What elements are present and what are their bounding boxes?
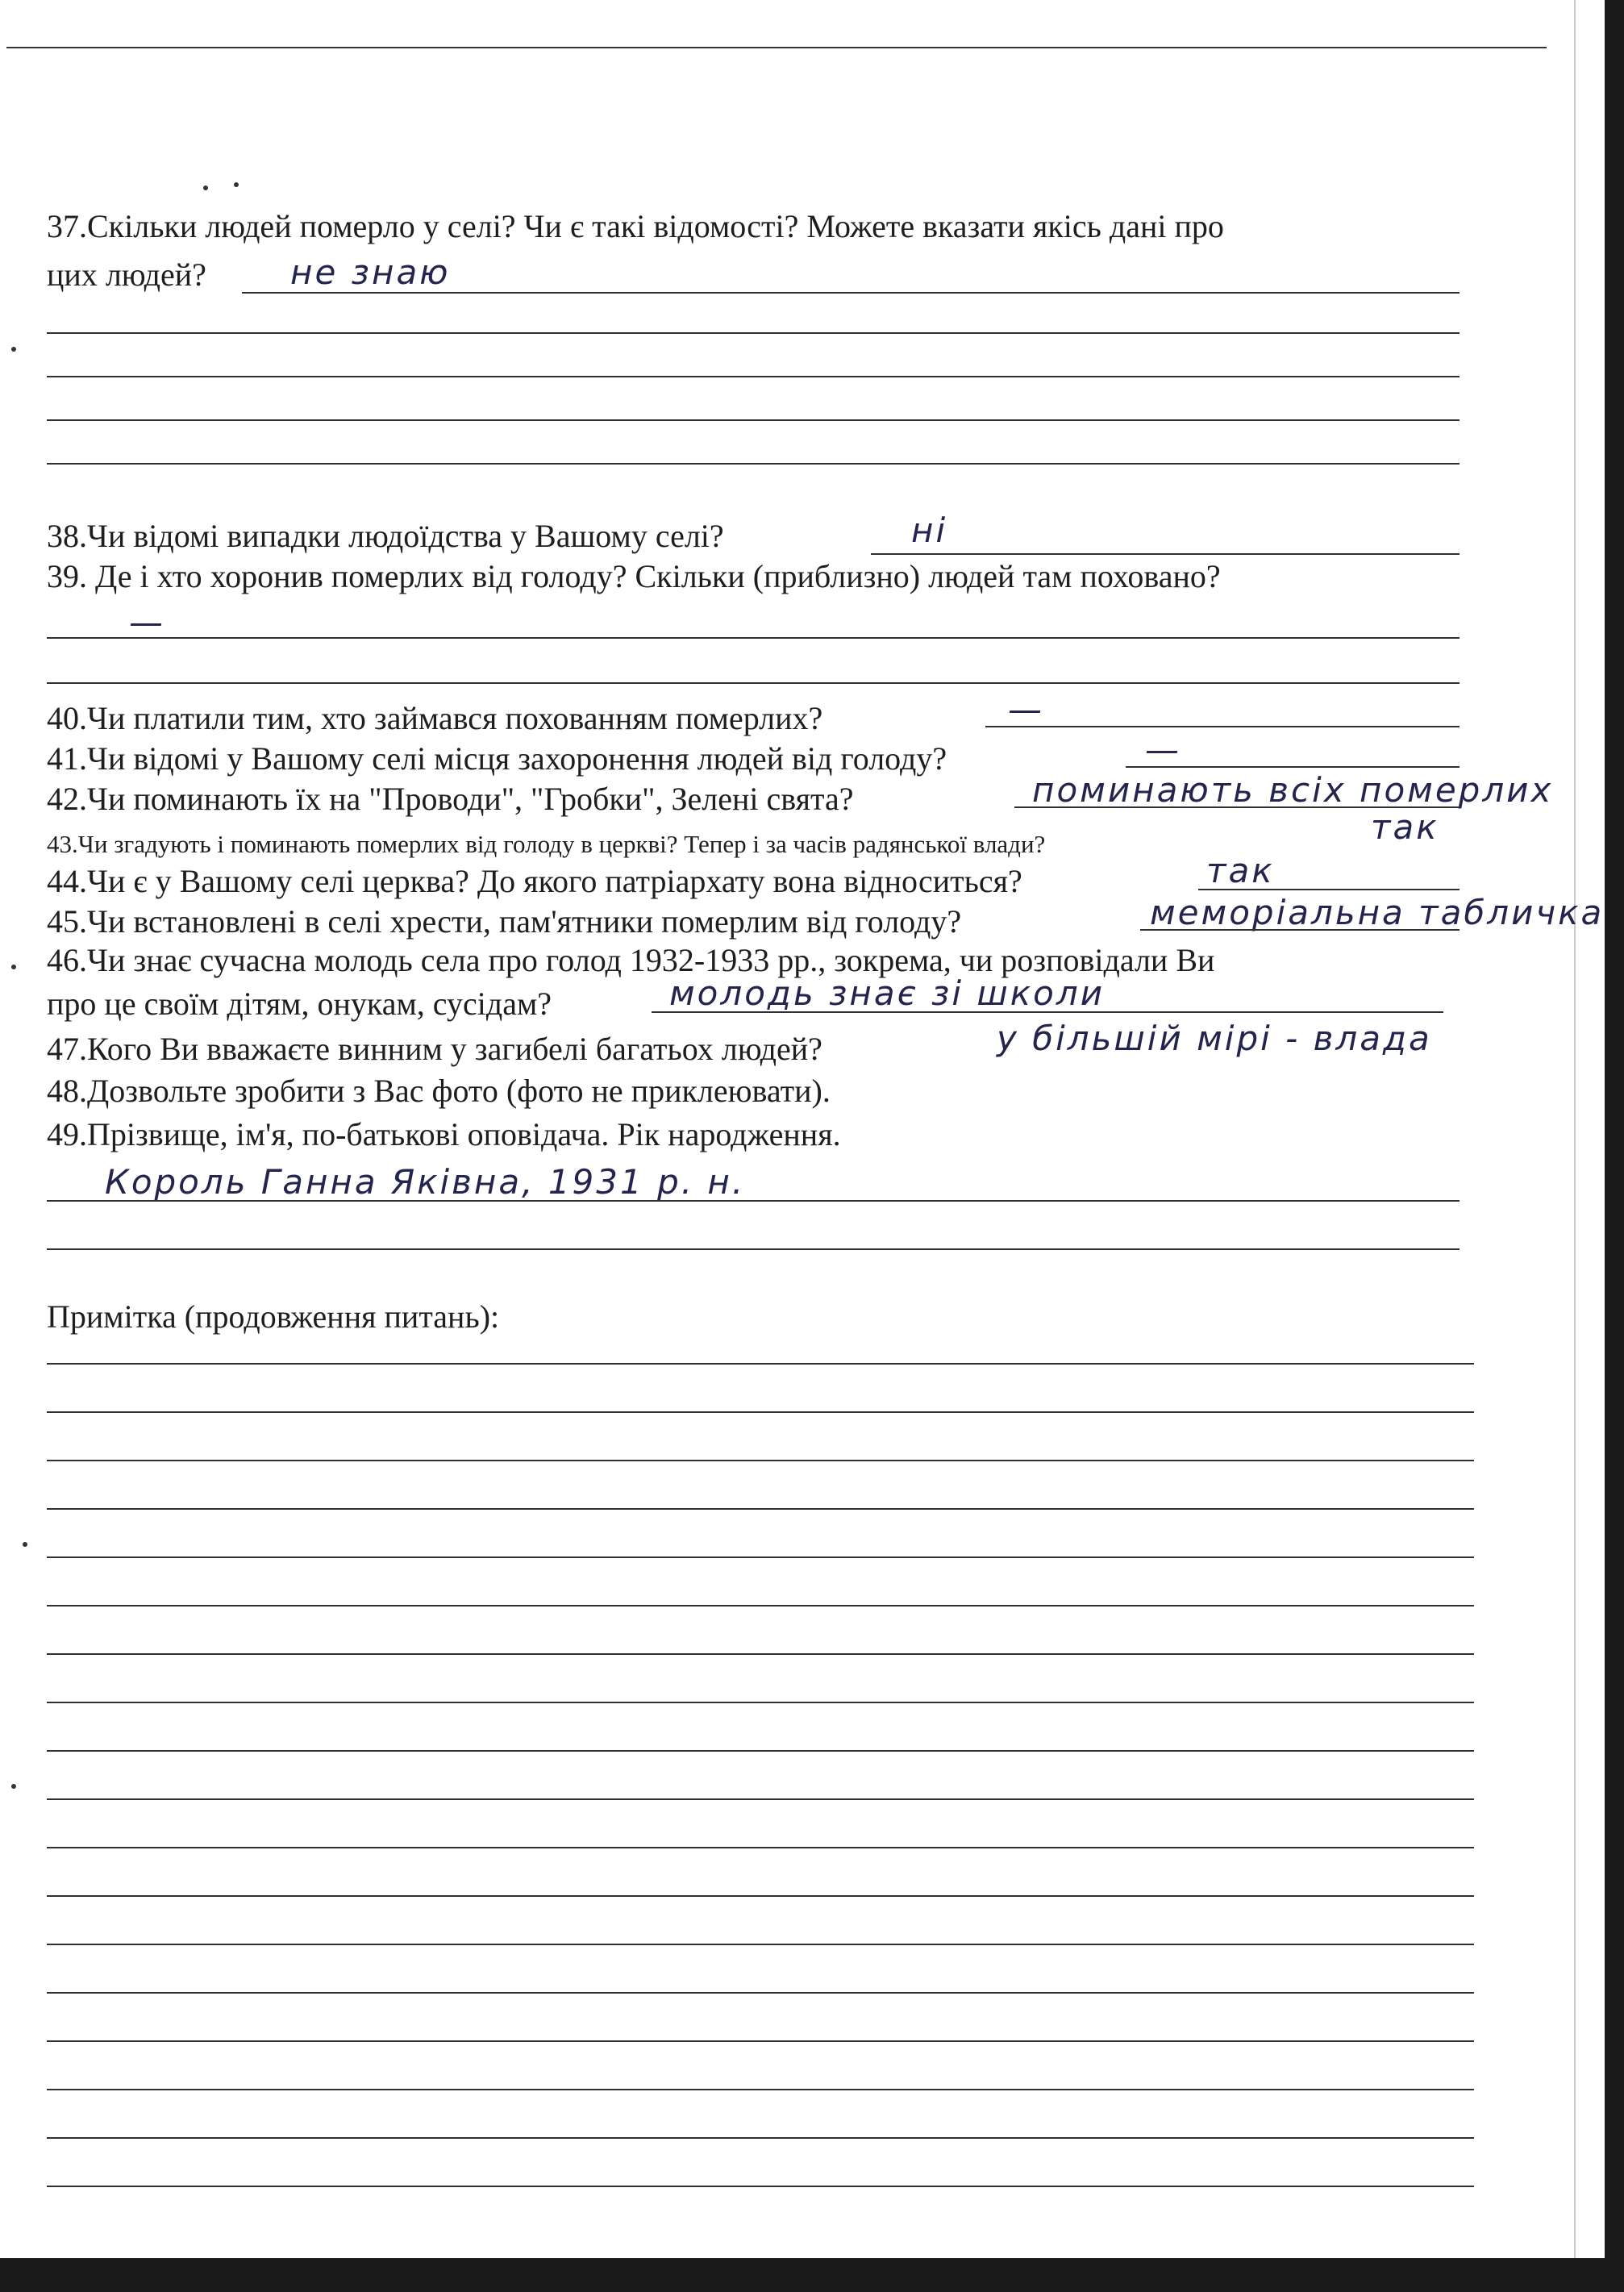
question-39: 39. Де і хто хоронив померлих від голоду? Скільки (приблизно) людей там поховано? — [47, 558, 1221, 594]
note-line — [47, 1750, 1474, 1752]
note-line — [47, 2040, 1474, 2042]
answer-line — [985, 726, 1460, 727]
speck-mark — [234, 182, 239, 187]
answer-line — [47, 1248, 1460, 1250]
answer-line — [871, 553, 1460, 555]
note-line — [47, 1411, 1474, 1413]
question-40: 40.Чи платили тим, хто займався похованням померлих? — [47, 700, 823, 736]
answer-46: молодь знає зі школи — [669, 973, 1105, 1013]
answer-40: — — [1008, 690, 1044, 729]
question-45: 45.Чи встановлені в селі хрести, пам'ятники померлим від голоду? — [47, 903, 962, 940]
answer-47: у більшій мірі - влада — [997, 1019, 1432, 1058]
answer-line — [242, 292, 1460, 294]
answer-line — [47, 332, 1460, 334]
answer-43: так — [1371, 807, 1439, 847]
answer-line — [1126, 766, 1460, 768]
answer-line — [47, 419, 1460, 421]
note-line — [47, 1508, 1474, 1510]
question-43: 43.Чи згадують і поминають померлих від голоду в церкві? Тепер і за часів радянської влади? — [47, 830, 1046, 858]
question-41: 41.Чи відомі у Вашому селі місця захоронення людей від голоду? — [47, 740, 947, 777]
note-line — [47, 1992, 1474, 1994]
answer-line — [47, 463, 1460, 465]
page-edge-line — [1574, 0, 1576, 2258]
answer-line — [47, 1200, 1460, 1202]
note-label: Примітка (продовження питань): — [47, 1298, 500, 1335]
note-line — [47, 2137, 1474, 2139]
answer-44: так — [1206, 851, 1275, 890]
note-line — [47, 1653, 1474, 1655]
answer-line — [1198, 889, 1460, 890]
answer-49: Король Ганна Яківна, 1931 р. н. — [105, 1162, 746, 1202]
answer-line — [47, 376, 1460, 377]
answer-38: ні — [911, 510, 948, 550]
note-line — [47, 1702, 1474, 1703]
note-line — [47, 1847, 1474, 1848]
answer-42: поминають всіх померлих — [1032, 770, 1554, 810]
question-49: 49.Прізвище, ім'я, по-батькові оповідача. Рік народження. — [47, 1116, 841, 1152]
answer-37: не знаю — [290, 252, 451, 292]
speck-mark — [23, 1542, 27, 1547]
speck-mark — [203, 185, 208, 190]
note-line — [47, 1895, 1474, 1897]
note-line — [47, 2186, 1474, 2187]
answer-line — [1140, 929, 1460, 931]
question-47: 47.Кого Ви вважаєте винним у загибелі багатьох людей? — [47, 1031, 822, 1067]
speck-mark — [11, 1784, 16, 1789]
question-37-line2: цих людей? — [47, 256, 206, 293]
question-44: 44.Чи є у Вашому селі церква? До якого патріархату вона відноситься? — [47, 863, 1022, 899]
note-line — [47, 1605, 1474, 1606]
question-46-line2: про це своїм дітям, онукам, сусідам? — [47, 986, 552, 1022]
speck-mark — [11, 965, 16, 969]
note-line — [47, 1460, 1474, 1461]
question-46-line1: 46.Чи знає сучасна молодь села про голод 1932-1933 рр., зокрема, чи розповідали Ви — [47, 942, 1215, 978]
note-line — [47, 2089, 1474, 2090]
answer-line — [47, 682, 1460, 684]
answer-45: меморіальна табличка — [1150, 893, 1605, 932]
question-38: 38.Чи відомі випадки людоїдства у Вашому селі? — [47, 518, 724, 554]
note-line — [47, 1363, 1474, 1365]
question-42: 42.Чи поминають їх на "Проводи", "Гробки", Зелені свята? — [47, 781, 854, 817]
answer-line — [652, 1011, 1443, 1013]
top-divider — [6, 47, 1547, 48]
note-line — [47, 1556, 1474, 1558]
answer-line — [47, 637, 1460, 639]
note-line — [47, 1798, 1474, 1800]
speck-mark — [11, 347, 16, 352]
note-line — [47, 1944, 1474, 1945]
question-48: 48.Дозвольте зробити з Вас фото (фото не приклеювати). — [47, 1073, 831, 1109]
answer-41: — — [1145, 730, 1181, 769]
answer-39: — — [129, 602, 165, 642]
question-37-line1: 37.Скільки людей померло у селі? Чи є такі відомості? Можете вказати якісь дані про — [47, 208, 1224, 244]
